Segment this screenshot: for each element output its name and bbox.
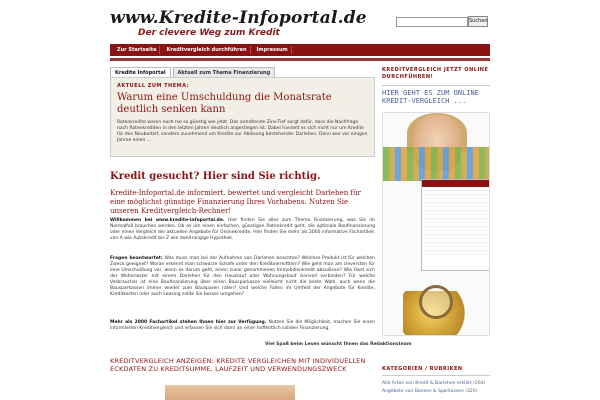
- search-input[interactable]: [396, 17, 468, 27]
- nav-subbar: [110, 58, 490, 61]
- category-count: (320): [465, 389, 478, 394]
- banner-table-row: [424, 251, 488, 255]
- sidebar-heading-kreditvergleich: KREDITVERGLEICH JETZT ONLINE DURCHFÜHREN!: [382, 67, 489, 80]
- sidebar-divider: [382, 375, 490, 376]
- article-intro: Kredite-Infoportal.de informiert, bewertet und vergleicht Darlehen für eine möglichst günstige Finanzierung Ihres Vorhabens. Nutzen Sie unseren Kreditvergleich-Rechner!: [110, 189, 361, 215]
- ad-section-title[interactable]: KREDITVERGLEICH ANZEIGEN: KREDITE VERGLEICHEN MIT INDIVIDUELLEN ECKDATEN ZU KREDITSUMME, LAUFZEIT UND VERWENDUNGSZWECK: [110, 357, 366, 373]
- tab-kredite-infoportal[interactable]: Kredite Infoportal: [110, 67, 171, 78]
- sidebar-category-item[interactable]: [382, 389, 490, 395]
- article-paragraph-1: [110, 218, 375, 242]
- site-logo[interactable]: www.Kredite-Infoportal.de: [110, 8, 367, 28]
- banner-table-header: [422, 180, 490, 187]
- category-label[interactable]: Alle Arten von Kredit & Darlehen erklärt: [382, 381, 472, 386]
- sidebar-kreditvergleich-link[interactable]: HIER GEHT ES ZUM ONLINE KREDIT-VERGLEICH ...: [382, 89, 479, 105]
- article-paragraph-2: [110, 256, 375, 298]
- banner-money-image: [383, 147, 490, 181]
- paragraph-3-lead: Mehr als 2000 Fachartikel stehen Ihnen hier zur Verfügung.: [110, 320, 267, 325]
- site-slogan: Der clevere Weg zum Kredit: [138, 28, 280, 38]
- ad-image[interactable]: [165, 385, 295, 400]
- search-button[interactable]: Suchen: [468, 16, 488, 27]
- category-label[interactable]: Angebote von Banken & Sparkassen: [382, 389, 464, 394]
- featured-kicker: AKTUELL ZUM THEMA:: [117, 83, 190, 89]
- featured-title[interactable]: Warum eine Umschuldung die Monatsrate deutlich senken kann: [117, 92, 332, 115]
- nav-item-home[interactable]: Zur Startseite: [114, 46, 160, 54]
- main-nav: [110, 44, 490, 56]
- nav-item-impressum[interactable]: Impressum: [254, 46, 292, 54]
- paragraph-1-lead: Willkommen bei www.kredite-infoportal.de.: [110, 218, 225, 223]
- paragraph-3-text: Nutzen Sie die Möglichkeit, machen Sie einen informierten Kreditvergleich und erfassen Sie sich dann an einer hoffentlich soliden Finanzierung.: [110, 320, 375, 331]
- sidebar-ad-banner[interactable]: [382, 112, 490, 336]
- nav-item-kreditvergleich[interactable]: Kreditvergleich durchführen: [163, 46, 250, 54]
- paragraph-2-lead: Fragen beantwortet:: [110, 256, 163, 261]
- featured-excerpt: Ratenkredite waren noch nie so günstig wie jetzt. Das anhaltende Zins-Tief sorgt dafür, dass die Nachfrage nach Ratenkrediten in den letzten Jahren deutlich angestiegen ist. Dabei handelt es sich nicht nur um Kredite für den Neubedarf, sondern zunehmend um Kredite zur Ablösung bestehender Darlehen. Denn wer vor einigen Jahren einen ...: [117, 120, 368, 143]
- featured-article: [110, 77, 375, 157]
- sidebar-heading-kategorien: KATEGORIEN / RUBRIKEN: [382, 366, 463, 372]
- category-count: (264): [473, 381, 486, 386]
- article-signoff: Viel Spaß beim Lesen wünscht Ihnen das Redaktionsteam: [265, 342, 412, 347]
- banner-comparison-table: [421, 179, 490, 271]
- tab-aktuell-finanzierung[interactable]: Aktuell zum Thema Finanzierung: [173, 67, 276, 78]
- paragraph-2-text: Was muss man bei der Aufnahme von Darlehen beachten? Welches Produkt ist für welchen Zweck geeignet? Woran erkennt man schwarze Schafe unter den Kreditvermittlern? Wie geht man am cleversten für eine Umschuldung vor, wenn es darum geht, einen zuvor genommenen Immobilienkredit abzulösen? Wie lässt sich der Wohnriester mit einem Darlehen für den Hauskauf oder Wohnungskauf sinnvoll verbinden? Für welche Verbraucher ist eine Baufinanzierung über einen Bausparkasse vielleicht nicht die beste Wahl, auch wenn die Bausparkassen immer wieder zum Bausparen raten? Und welche Fallen im Umfeld der Angebote für Kredite, Kreditkarten oder auch Leasing sollte Sie besser umgehen?: [110, 256, 376, 297]
- article-paragraph-3: [110, 320, 375, 332]
- magnifier-icon: [419, 285, 453, 319]
- sidebar-divider: [382, 85, 490, 86]
- sidebar-category-item[interactable]: [382, 381, 490, 387]
- paragraph-1-text: Hier finden Sie alles zum Thema Finanzierung, was Sie im Normalfall brauchen werden. Ob es um einen einfachen, günstigen Ratenkredit geht, die optimale Baufinanzierung oder einen Vergleich der aktuellen Angebote für Onlinekredite. Hier finden Sie mehr als 2000 informative Fachartikel, von A wie Autokredit bis Z wie zweitrangige Hypothek.: [110, 218, 375, 241]
- article-title: Kredit gesucht? Hier sind Sie richtig.: [110, 171, 321, 182]
